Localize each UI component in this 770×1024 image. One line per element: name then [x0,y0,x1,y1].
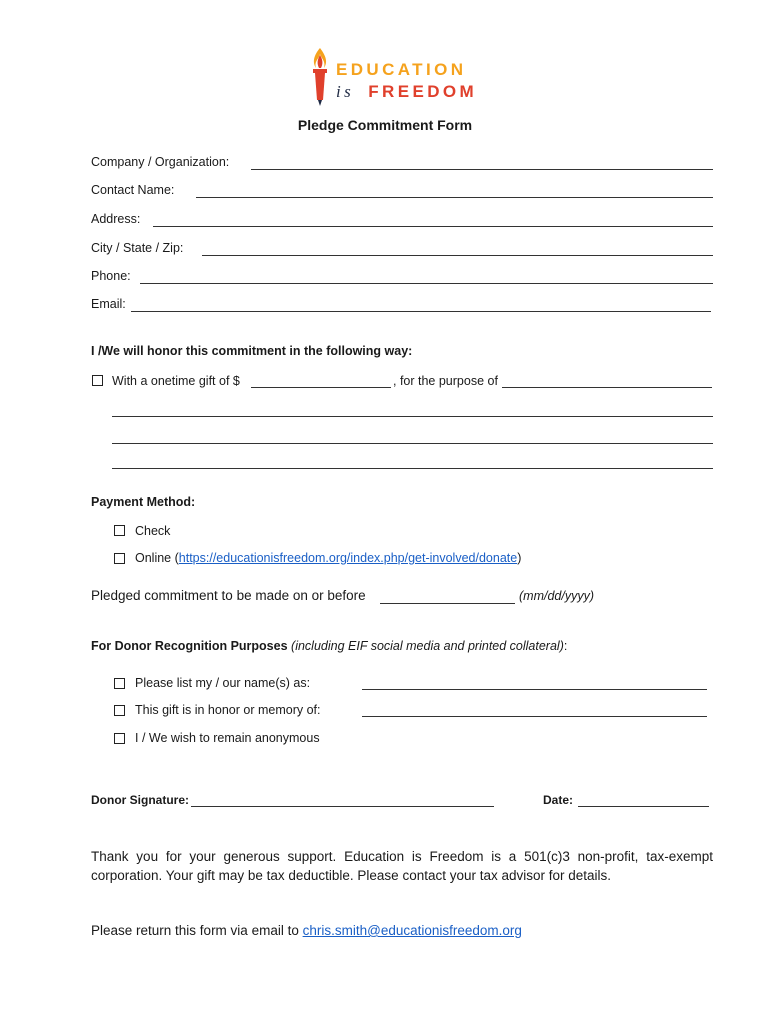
thanks-paragraph: Thank you for your generous support. Education is Freedom is a 501(c)3 non-profit, tax-exempt corporation. Your gift may be tax deductible. Please contact your tax advisor for details. [91,849,713,883]
pledge-date-field[interactable] [380,603,515,604]
online-checkbox[interactable] [114,553,125,564]
recognition-colon: : [563,639,568,653]
date-label: Date: [543,793,574,807]
logo-line2 [336,82,477,102]
check-label: Check [135,524,171,538]
city-state-zip-field[interactable] [202,255,713,256]
email-field[interactable] [131,311,711,312]
list-name-label: Please list my / our name(s) as: [135,676,311,690]
gift-amount-field[interactable] [251,387,391,388]
logo [308,46,498,108]
honor-memory-field[interactable] [362,716,707,717]
online-prefix: Online ( [135,551,179,565]
purpose-line-2[interactable] [112,443,713,444]
recognition-heading [91,639,567,653]
online-label [135,551,521,565]
recognition-title: For Donor Recognition Purposes [91,639,288,653]
onetime-gift-checkbox[interactable] [92,375,103,386]
anonymous-label: I / We wish to remain anonymous [135,731,320,745]
check-checkbox[interactable] [114,525,125,536]
purpose-field[interactable] [502,387,712,388]
donate-link[interactable]: https://educationisfreedom.org/index.php/get-involved/donate [178,551,518,565]
date-field[interactable] [578,806,709,807]
payment-heading: Payment Method: [91,495,196,509]
company-label: Company / Organization: [91,155,230,169]
city-state-zip-label: City / State / Zip: [91,241,184,255]
honor-heading: I /We will honor this commitment in the following way: [91,344,413,358]
pledge-date-format: (mm/dd/yyyy) [519,589,594,603]
logo-is: is [336,82,355,101]
honor-memory-checkbox[interactable] [114,705,125,716]
phone-label: Phone: [91,269,131,283]
signature-field[interactable] [191,806,494,807]
logo-line1: EDUCATION [336,60,467,79]
online-suffix: ) [517,551,522,565]
list-name-field[interactable] [362,689,707,690]
purpose-line-1[interactable] [112,416,713,417]
logo-freedom: FREEDOM [368,82,478,101]
form-title: Pledge Commitment Form [297,117,473,133]
return-prefix: Please return this form via email to [91,923,299,938]
pledge-date-label: Pledged commitment to be made on or before [91,588,366,603]
contact-name-label: Contact Name: [91,183,175,197]
gift-label: With a onetime gift of $ [112,374,240,388]
purpose-line-3[interactable] [112,468,713,469]
address-field[interactable] [153,226,713,227]
contact-name-field[interactable] [196,197,713,198]
recognition-note: (including EIF social media and printed collateral) [291,639,564,653]
return-email-link[interactable]: chris.smith@educationisfreedom.org [302,923,522,938]
purpose-label: , for the purpose of [393,374,498,388]
signature-label: Donor Signature: [91,793,189,807]
anonymous-checkbox[interactable] [114,733,125,744]
torch-icon [308,46,332,108]
address-label: Address: [91,212,141,226]
email-label: Email: [91,297,126,311]
phone-field[interactable] [140,283,713,284]
honor-memory-label: This gift is in honor or memory of: [135,703,321,717]
list-name-checkbox[interactable] [114,678,125,689]
return-line [91,923,522,938]
company-field[interactable] [251,169,713,170]
